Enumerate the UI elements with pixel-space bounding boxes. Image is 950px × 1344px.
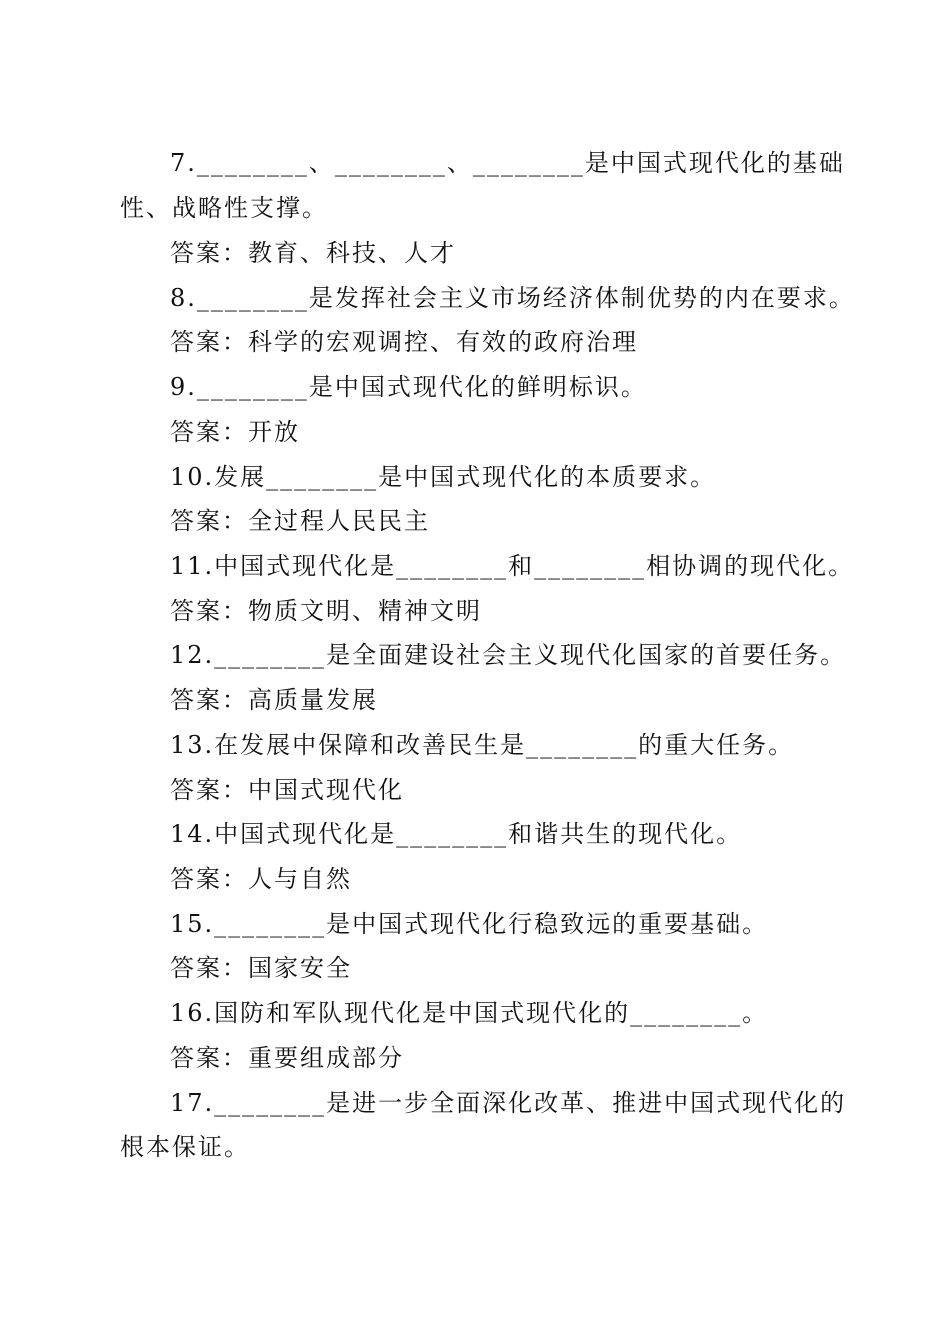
answer-7: 答案：教育、科技、人才: [170, 239, 456, 267]
answer-11: 答案：物质文明、精神文明: [170, 597, 482, 625]
question-13: 13.在发展中保障和改善民生是________的重大任务。: [170, 731, 795, 759]
question-9: 9.________是中国式现代化的鲜明标识。: [170, 373, 647, 401]
answer-15: 答案：国家安全: [170, 954, 352, 982]
answer-14: 答案：人与自然: [170, 865, 352, 893]
question-10: 10.发展________是中国式现代化的本质要求。: [170, 463, 717, 491]
question-7-line-2: 性、战略性支撑。: [120, 194, 328, 222]
question-16: 16.国防和军队现代化是中国式现代化的________。: [170, 999, 769, 1027]
question-14: 14.中国式现代化是________和谐共生的现代化。: [170, 820, 743, 848]
answer-10: 答案：全过程人民民主: [170, 507, 430, 535]
answer-13: 答案：中国式现代化: [170, 776, 404, 804]
answer-12: 答案：高质量发展: [170, 686, 378, 714]
question-11: 11.中国式现代化是________和________相协调的现代化。: [170, 552, 855, 580]
answer-9: 答案：开放: [170, 418, 300, 446]
question-7-line-1: 7.________、________、________是中国式现代化的基础: [170, 149, 845, 177]
question-15: 15.________是中国式现代化行稳致远的重要基础。: [170, 910, 769, 938]
question-17-line-1: 17.________是进一步全面深化改革、推进中国式现代化的: [170, 1089, 847, 1117]
answer-16: 答案：重要组成部分: [170, 1044, 404, 1072]
question-12: 12.________是全面建设社会主义现代化国家的首要任务。: [170, 641, 847, 669]
answer-8: 答案：科学的宏观调控、有效的政府治理: [170, 328, 638, 356]
question-8: 8.________是发挥社会主义市场经济体制优势的内在要求。: [170, 284, 855, 312]
question-17-line-2: 根本保证。: [120, 1133, 250, 1161]
